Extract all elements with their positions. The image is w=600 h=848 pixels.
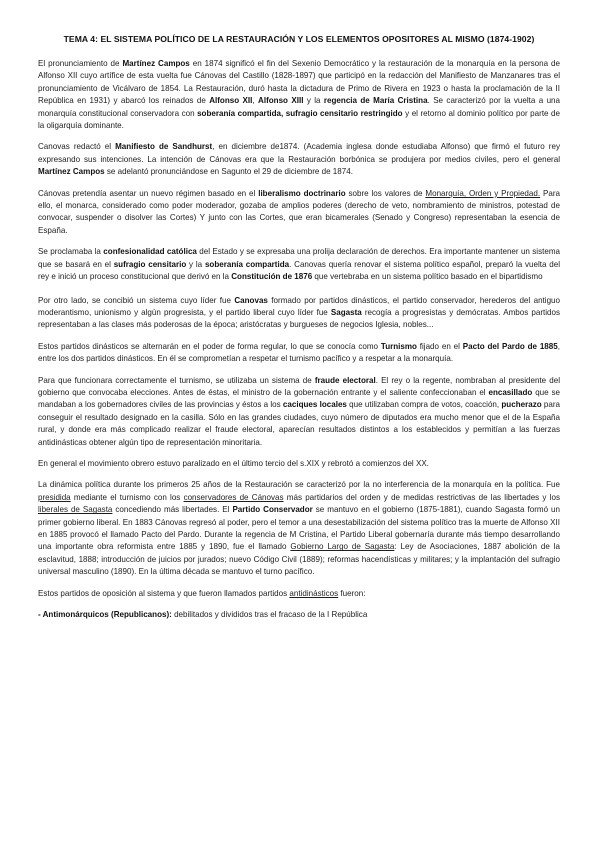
paragraph-confesionalidad: Se proclamaba la confesionalidad católica del Estado y se expresaba una prolija declaración de derechos. Era importante mantener un sistema que se basará en el sufragio censitario y la soberanía compartida. Canovas quería renovar el sistema político español, preparó la vuelta del rey e inició un proceso constitucional que derivó en la Constitución de 1876 que vertebraba en un sistema político basado en el bipartidismo bbox=[38, 247, 561, 282]
paragraph-liberalismo-doctrinario: Cánovas pretendía asentar un nuevo régimen basado en el liberalismo doctrinario sobre los valores de Monarquía, Orden y Propiedad. Para ello, el monarca, considerado como poder moderador, gozaba de amplios poderes (derecho de veto, nombramiento de ministros, potestad de convocar, suspender o disolver las Cortes) Y junto con las Cortes, que eran bicamerales (Senado y Congreso) representaban la esencia de España. bbox=[38, 188, 560, 235]
paragraph-partidos-oposicion: Estos partidos de oposición al sistema y que fueron llamados partidos antidinásticos fueron: bbox=[38, 588, 366, 598]
paragraph-partidos-dinasticos: Por otro lado, se concibió un sistema cuyo líder fue Canovas formado por partidos dinásticos, el partido conservador, herederos del antiguo moderantismo, unionismo y algún progresista, y el partido liberal cuyo líder fue Sagasta recogía a progresistas y demócratas. Ambos partidos representaban a las clases más poderosas de la época; aristócratas y burgueses de negocios Iglesia, nobles... bbox=[38, 295, 560, 330]
paragraph-restauracion-intro: El pronunciamiento de Martínez Campos en 1874 significó el fin del Sexenio Democrático y la restauración de la monarquía en la persona de Alfonso XII cuyo artífice de esta vuelta fue Cánovas del Castillo (1828-1897) que participó en la redacción del Manifiesto de Manzanares tras el pronunciamiento de Vicálvaro de 1854. La Restauración, duró hasta la dictadura de Primo de Rivera en 1923 o hasta la proclamación de la II República en 1931) y abarcó los reinados de Alfonso XII, Alfonso XIII y la regencia de María Cristina. Se caracterizó por la vuelta a una monarquía constitucional conservadora con soberanía compartida, sufragio censitario restringido y el retorno al dominio político por parte de la oligarquía dominante. bbox=[38, 59, 561, 131]
document-title: TEMA 4: EL SISTEMA POLÍTICO DE LA RESTAURACIÓN Y LOS ELEMENTOS OPOSITORES AL MISMO (1874-1902) bbox=[63, 34, 535, 44]
list-item-antimonarquicos: - Antimonárquicos (Republicanos): debilitados y divididos tras el fracaso de la I República bbox=[38, 610, 368, 620]
paragraph-fraude-electoral: Para que funcionara correctamente el turnismo, se utilizaba un sistema de fraude electoral. El rey o la regente, nombraban al presidente del gobierno que convocaba elecciones. Antes de éstas, el ministro de la gobernación entrante y el saliente confeccionaban el encasillado que se mandaban a los gobernadores civiles de las provincias y éstos a los caciques locales que utilizaban compra de votos, coacción, pucherazo para conseguir el resultado designado en la casilla. Sólo en las grandes ciudades, cuyo número de diputados era mucho menor que el de la España rural, y donde era más complicado realizar el fraude electoral, aparecían resultados distintos a los establecidos y permitían a las fuerzas antidinásticas obtener algún tipo de representación minoritaria. bbox=[38, 375, 561, 447]
paragraph-dinamica-politica: La dinámica política durante los primeros 25 años de la Restauración se caracterizó por la no interferencia de la monarquía en la política. Fue presidida mediante el turnismo con los conservadores de Cánovas más partidarios del orden y de medidas restrictivas de las libertades y los liberales de Sagasta concediendo más libertades. El Partido Conservador se mantuvo en el gobierno (1875-1881), cuando Sagasta formó un primer gobierno liberal. En 1883 Cánovas regresó al poder, pero el temor a una desestabilización del sistema político tras la muerte de Alfonso XII en 1885 provocó el llamado Pacto del Pardo. Durante la regencia de M Cristina, el Partido Liberal gobernaría durante más tiempo desarrollando una importante obra reformista entre 1885 y 1890, fue el llamado Gobierno Largo de Sagasta: Ley de Asociaciones, 1887 abolición de la esclavitud, 1888; introducción de juicios por jurados; nuevo Código Civil (1889); reformas hacendísticas y militares; y la implantación del sufragio universal masculino (1890). En la última década se mantuvo el turno pacífico. bbox=[38, 480, 560, 577]
paragraph-movimiento-obrero: En general el movimiento obrero estuvo paralizado en el último tercio del s.XIX y rebrotó a comienzos del XX. bbox=[38, 458, 429, 468]
paragraph-turnismo: Estos partidos dinásticos se alternarán en el poder de forma regular, lo que se conocía como Turnismo fijado en el Pacto del Pardo de 1885, entre los dos partidos dinásticos. En él se comprometían a respetar el turnismo pacífico y a respetar a la monarquía. bbox=[38, 341, 560, 364]
paragraph-manifiesto-sandhurst: Canovas redactó el Manifiesto de Sandhurst, en diciembre de1874. (Academia inglesa donde estudiaba Alfonso) que firmó el futuro rey expresando sus intenciones. La intención de Cánovas era que la Restauración borbónica se produjera por medios civiles, pero el general Martínez Campos se adelantó pronunciándose en Sagunto el 29 de diciembre de 1874. bbox=[38, 142, 560, 177]
